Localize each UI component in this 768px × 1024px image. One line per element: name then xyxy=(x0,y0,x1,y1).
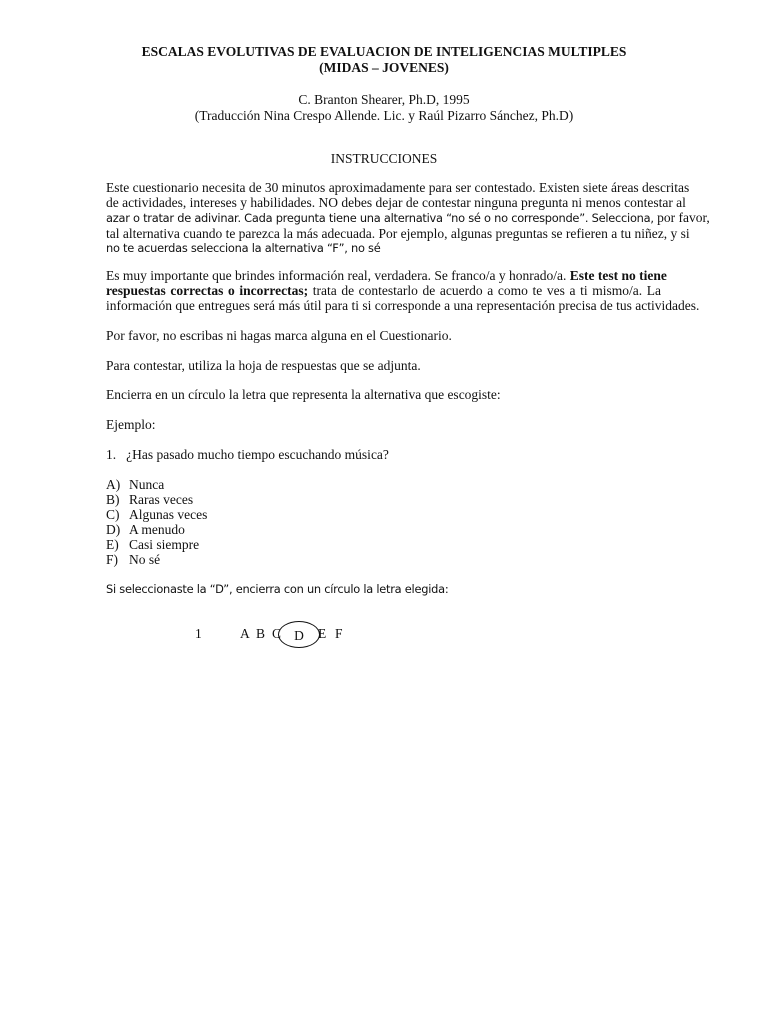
intro-line-3-sans: azar o tratar de adivinar. Cada pregunta tiene una alternativa “no sé o no corresponde”. Selecciona, xyxy=(106,211,654,225)
author-block xyxy=(0,92,768,124)
importance-line-3: información que entregues será más útil para ti si corresponde a una representación precisa de tus actividades. xyxy=(106,298,700,313)
answer-letter-b: B xyxy=(256,626,266,641)
option-text: Nunca xyxy=(129,477,165,492)
document-title xyxy=(0,44,768,76)
importance-line-2a: respuestas correctas o incorrectas; xyxy=(106,283,309,298)
importance-line-1a: Es muy importante que brindes información real, verdadera. Se franco/a y honrado/a. xyxy=(106,268,567,283)
option-text: Raras veces xyxy=(129,492,194,507)
paragraph-importance xyxy=(106,268,700,313)
answer-letter-f: F xyxy=(335,626,343,641)
option-letter: E) xyxy=(106,537,119,552)
question-text: ¿Has pasado mucho tiempo escuchando música? xyxy=(126,447,389,462)
selection-instruction xyxy=(106,582,448,597)
option-letter: B) xyxy=(106,492,120,507)
section-heading: INSTRUCCIONES xyxy=(330,151,438,166)
option-text: Casi siempre xyxy=(129,537,200,552)
option-c xyxy=(106,507,207,522)
answer-letter-a: A xyxy=(240,626,250,641)
option-text: Algunas veces xyxy=(129,507,208,522)
title-line-2: (MIDAS – JOVENES) xyxy=(319,60,449,75)
option-letter: F) xyxy=(106,552,119,567)
importance-line-1 xyxy=(106,268,667,283)
importance-line-1b: Este test no tiene xyxy=(569,268,667,283)
option-a xyxy=(106,477,207,492)
answer-number: 1 xyxy=(195,626,202,641)
importance-line-2 xyxy=(106,283,661,298)
intro-line-3-serif: por favor, xyxy=(653,210,710,225)
option-b xyxy=(106,492,207,507)
answer-letter-e: E xyxy=(318,626,327,641)
title-line-1: ESCALAS EVOLUTIVAS DE EVALUACION DE INTELIGENCIAS MULTIPLES xyxy=(141,44,627,59)
option-letter: D) xyxy=(106,522,121,537)
paragraph-answer-sheet: Para contestar, utiliza la hoja de respuestas que se adjunta. xyxy=(106,358,421,373)
importance-line-2b: trata de contestarlo de acuerdo a como te ves a ti mismo/a. La xyxy=(308,283,661,298)
example-question xyxy=(106,447,389,462)
option-e xyxy=(106,537,207,552)
option-d xyxy=(106,522,207,537)
paragraph-no-marks: Por favor, no escribas ni hagas marca alguna en el Cuestionario. xyxy=(106,328,452,343)
intro-line-1: Este cuestionario necesita de 30 minutos aproximadamente para ser contestado. Existen siete áreas descritas xyxy=(106,180,690,195)
option-letter: A) xyxy=(106,477,121,492)
answer-letter-c: C xyxy=(272,626,282,641)
intro-line-2: de actividades, intereses y habilidades. NO debes dejar de contestar ninguna pregunta ni menos contestar al xyxy=(106,195,686,210)
intro-line-5: no te acuerdas selecciona la alternativa “F”, no sé xyxy=(106,241,381,255)
option-text: No sé xyxy=(129,552,161,567)
selection-instruction-text: Si seleccionaste la “D”, encierra con un círculo la letra elegida xyxy=(106,582,445,596)
intro-line-3 xyxy=(106,210,710,226)
paragraph-circle-instruction: Encierra en un círculo la letra que representa la alternativa que escogiste: xyxy=(106,387,501,402)
selection-instruction-colon: : xyxy=(444,582,449,596)
author-line: C. Branton Shearer, Ph.D, 1995 xyxy=(298,92,470,107)
paragraph-intro xyxy=(106,180,710,256)
question-number: 1. xyxy=(106,447,117,462)
answer-letter-d-circled: D xyxy=(294,628,304,643)
intro-line-4: tal alternativa cuando te parezca la más adecuada. Por ejemplo, algunas preguntas se refieren a tu niñez, y si xyxy=(106,226,690,241)
option-f xyxy=(106,552,207,567)
option-letter: C) xyxy=(106,507,120,522)
example-label: Ejemplo: xyxy=(106,417,156,432)
option-text: A menudo xyxy=(129,522,185,537)
answer-options xyxy=(106,477,207,567)
translation-line: (Traducción Nina Crespo Allende. Lic. y Raúl Pizarro Sánchez, Ph.D) xyxy=(194,108,574,123)
